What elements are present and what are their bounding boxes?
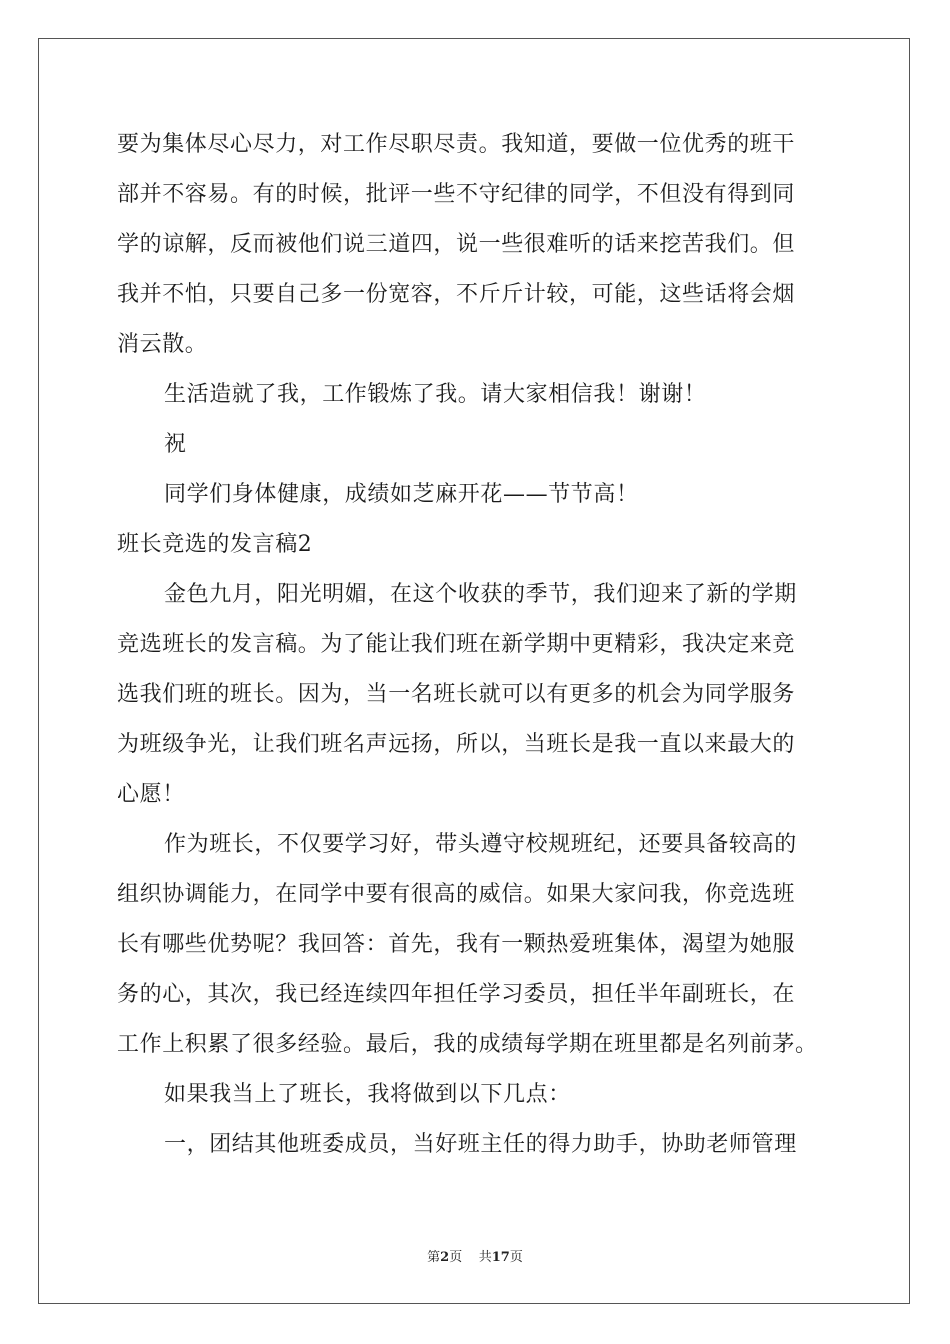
text-line: 如果我当上了班长，我将做到以下几点：: [164, 1082, 571, 1107]
total-page-count: 17: [491, 1250, 510, 1265]
text-line: 学的谅解，反而被他们说三道四，说一些很难听的话来挖苦我们。但: [117, 232, 796, 257]
text-line: 祝: [164, 432, 187, 457]
text-line: 消云散。: [117, 332, 208, 357]
total-pages-suffix: 页: [509, 1250, 523, 1265]
text-line: 工作上积累了很多经验。最后，我的成绩每学期在班里都是名列前茅。: [117, 1032, 818, 1057]
text-line: 部并不容易。有的时候，批评一些不守纪律的同学，不但没有得到同: [117, 182, 796, 207]
text-line: 长有哪些优势呢？我回答：首先，我有一颗热爱班集体，渴望为她服: [117, 932, 796, 957]
current-page-number: 2: [440, 1250, 450, 1265]
text-line: 金色九月，阳光明媚，在这个收获的季节，我们迎来了新的学期: [164, 582, 797, 607]
page-footer: [0, 1246, 950, 1265]
page-number-suffix: 页: [449, 1250, 463, 1265]
text-line: 为班级争光，让我们班名声远扬，所以，当班长是我一直以来最大的: [117, 732, 796, 757]
text-line: 组织协调能力，在同学中要有很高的威信。如果大家问我，你竞选班: [117, 882, 796, 907]
section-heading: 班长竞选的发言稿2: [117, 532, 313, 557]
text-line: 作为班长，不仅要学习好，带头遵守校规班纪，还要具备较高的: [164, 832, 797, 857]
text-line: 心愿！: [117, 782, 185, 807]
text-line: 务的心，其次，我已经连续四年担任学习委员，担任半年副班长，在: [117, 982, 796, 1007]
document-body: [117, 127, 837, 1177]
total-pages-prefix: 共: [478, 1250, 492, 1265]
text-line: 要为集体尽心尽力，对工作尽职尽责。我知道，要做一位优秀的班干: [117, 132, 796, 157]
page-number-prefix: 第: [427, 1250, 441, 1265]
text-line: 同学们身体健康，成绩如芝麻开花——节节高！: [164, 482, 639, 507]
text-line: 选我们班的班长。因为，当一名班长就可以有更多的机会为同学服务: [117, 682, 796, 707]
text-line: 生活造就了我，工作锻炼了我。请大家相信我！谢谢！: [164, 382, 707, 407]
text-line: 一，团结其他班委成员，当好班主任的得力助手，协助老师管理: [164, 1132, 797, 1157]
text-line: 我并不怕，只要自己多一份宽容，不斤斤计较，可能，这些话将会烟: [117, 282, 796, 307]
text-line: 竞选班长的发言稿。为了能让我们班在新学期中更精彩，我决定来竞: [117, 632, 796, 657]
